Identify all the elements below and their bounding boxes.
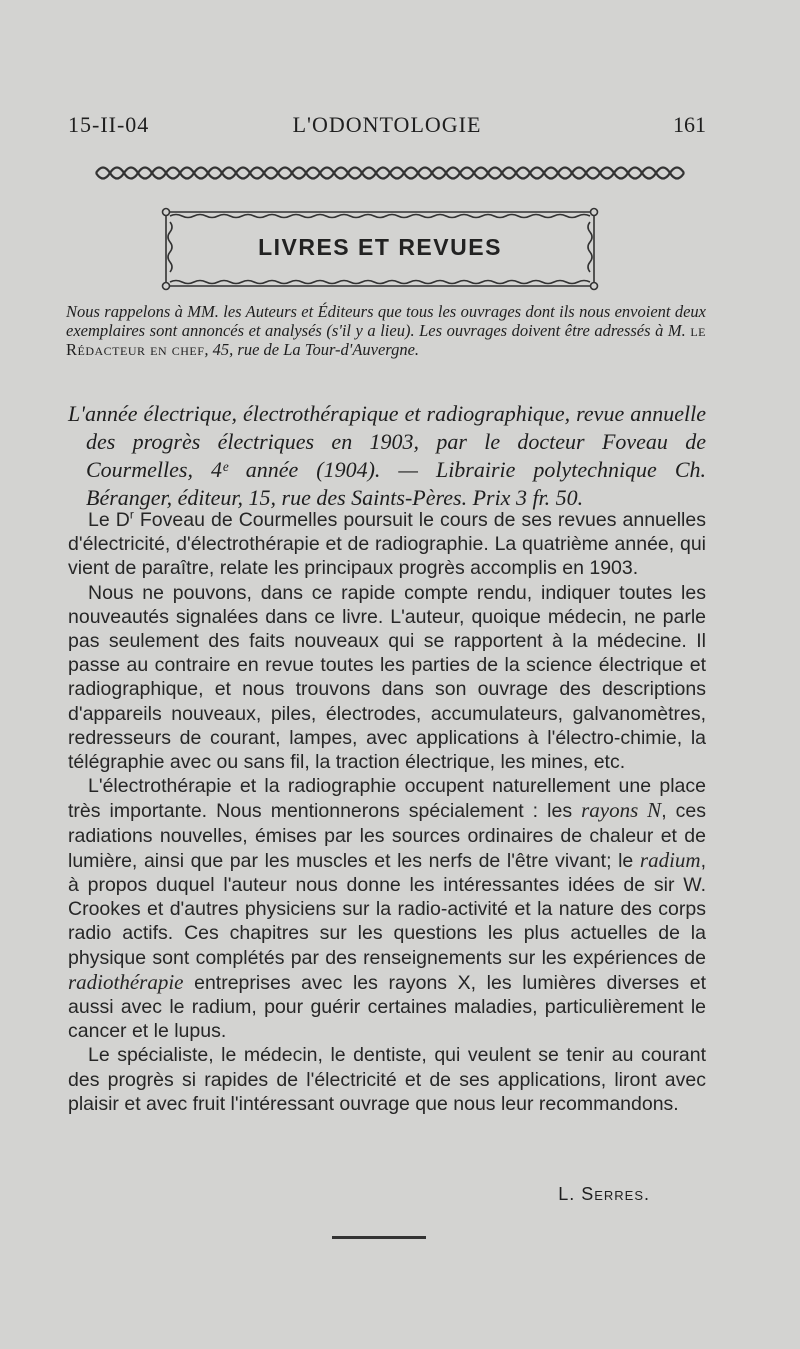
- section-title-frame: [160, 206, 600, 292]
- paragraph-text: L'électrothérapie et la radiographie occupent naturellement une place très importante. Nous mentionnerons spécialement : les: [68, 775, 706, 823]
- running-head: [68, 112, 706, 142]
- review-paragraph: Nous ne pouvons, dans ce rapide compte rendu, indiquer toutes les nouveautés signalées dans ce livre. L'auteur, quoique médecin, ne parle pas seulement des faits nouveaux qui se rapportent à la médecine. Il passe au contraire en revue toutes les parties de la science électrique et radiographique, et nous trouvons dans son ouvrage des descriptions d'appareils nouveaux, piles, électrodes, accumulateurs, galvanomètres, redresseurs de courant, lampes, avec applications à l'électro-chimie, la télégraphie avec ou sans fil, la traction électrique, les mines, etc.: [68, 581, 706, 774]
- section-title: LIVRES ET REVUES: [258, 234, 502, 260]
- editorial-notice: [66, 302, 706, 359]
- superscript: r: [129, 507, 134, 522]
- paragraph-text: entreprises avec les rayons X, les lumières diverses et aussi avec le radium, pour guérir certaines maladies, particulièrement le cancer et le lupus.: [68, 971, 706, 1043]
- closing-rule: [332, 1236, 426, 1239]
- paragraph-text: Le D: [88, 509, 130, 531]
- review-paragraph: [68, 774, 706, 1043]
- issue-date: 15-II-04: [68, 112, 150, 137]
- notice-recipient: le Rédacteur en chef: [66, 321, 706, 359]
- emphasis: radiothérapie: [68, 969, 184, 994]
- paragraph-text: , à propos duquel l'auteur nous donne les intéressantes idées de sir W. Crookes et d'autres physiciens sur la radio-activité et la nature des corps radio actifs. Ces chapitres sur les questions les plus actuelles de la physique sont complétés par des renseignements sur les expériences de: [68, 849, 706, 969]
- review-body: [68, 508, 706, 1116]
- emphasis: rayons N: [581, 798, 662, 823]
- book-citation: L'année électrique, électrothérapique et radiographique, revue annuelle des progrès électriques en 1903, par le docteur Foveau de Courmelles, 4ᵉ année (1904). — Librairie polytechnique Ch. Béranger, éditeur, 15, rue des Saints-Pères. Prix 3 fr. 50.: [68, 401, 706, 510]
- review-paragraph: Le spécialiste, le médecin, le dentiste, qui veulent se tenir au courant des progrès si rapides de l'électricité et de ses applications, liront avec plaisir et avec fruit l'intéressant ouvrage que nous leur recommandons.: [68, 1044, 706, 1115]
- journal-title: L'ODONTOLOGIE: [292, 112, 482, 137]
- author-signature: L. Serres.: [558, 1184, 650, 1204]
- paragraph-text: , ces radiations nouvelles, émises par les sources ordinaires de chaleur et de lumière, ainsi que par les muscles et les nerfs de l'être vivant; le: [68, 800, 706, 872]
- paragraph-text: Foveau de Courmelles poursuit le cours de ses revues annuelles d'électricité, d'électrothérapie et de radiographie. La quatrième année, qui vient de paraître, relate les principaux progrès accomplis en 1903.: [68, 509, 706, 580]
- emphasis: radium: [639, 847, 701, 872]
- review-paragraph: [68, 508, 706, 581]
- page-number: 161: [673, 112, 706, 137]
- notice-text: Nous rappelons à MM. les Auteurs et Éditeurs que tous les ouvrages dont ils nous envoient deux exemplaires sont annoncés et analysés (s'il y a lieu). Les ouvrages doivent être adressés à M.: [66, 302, 706, 340]
- ornamental-border: [90, 160, 690, 186]
- notice-address: , 45, rue de La Tour-d'Auvergne.: [204, 340, 420, 359]
